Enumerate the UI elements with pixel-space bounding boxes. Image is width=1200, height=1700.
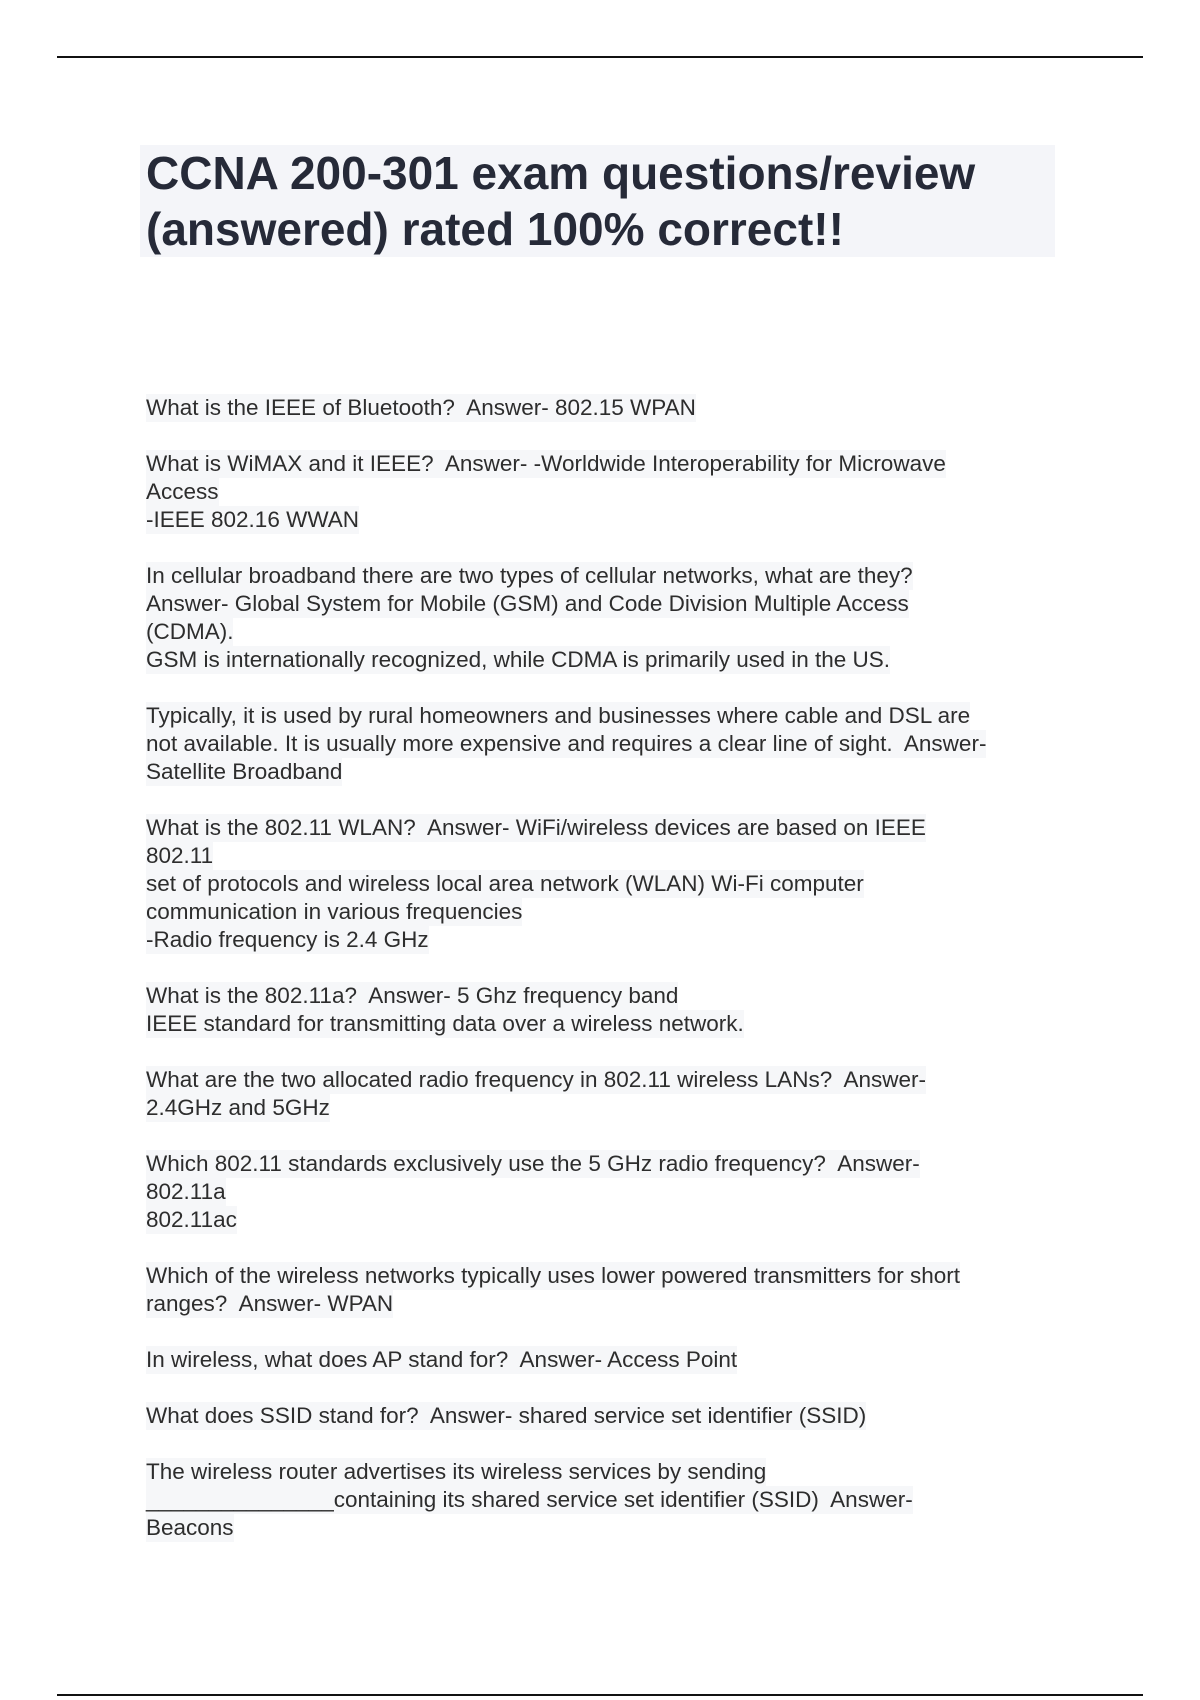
qa-line: 802.11ac xyxy=(146,1207,237,1232)
qa-line: 2.4GHz and 5GHz xyxy=(146,1095,330,1120)
page-title xyxy=(140,145,1055,257)
qa-item xyxy=(146,702,1066,786)
qa-line: 802.11a xyxy=(146,1179,226,1204)
title-line-1: CCNA 200-301 exam questions/review xyxy=(146,147,976,199)
qa-line: -Radio frequency is 2.4 GHz xyxy=(146,927,429,952)
qa-line: Typically, it is used by rural homeowners and businesses where cable and DSL are xyxy=(146,703,971,728)
qa-item xyxy=(146,1150,1066,1234)
qa-line: What is the 802.11a? Answer- 5 Ghz frequency band xyxy=(146,983,679,1008)
qa-list xyxy=(146,394,1066,1570)
qa-line: What are the two allocated radio frequency in 802.11 wireless LANs? Answer- xyxy=(146,1067,926,1092)
qa-line: 802.11 xyxy=(146,843,214,868)
qa-item xyxy=(146,1346,1066,1374)
qa-item xyxy=(146,814,1066,954)
qa-line: _______________containing its shared service set identifier (SSID) Answer- xyxy=(146,1487,913,1512)
title-block xyxy=(140,145,1055,257)
qa-line: Satellite Broadband xyxy=(146,759,343,784)
qa-line: GSM is internationally recognized, while CDMA is primarily used in the US. xyxy=(146,647,891,672)
qa-line: IEEE standard for transmitting data over a wireless network. xyxy=(146,1011,744,1036)
qa-line: In wireless, what does AP stand for? Answer- Access Point xyxy=(146,1347,738,1372)
qa-item xyxy=(146,1402,1066,1430)
qa-item xyxy=(146,1458,1066,1542)
qa-line: In cellular broadband there are two types of cellular networks, what are they? xyxy=(146,563,913,588)
qa-line: What does SSID stand for? Answer- shared service set identifier (SSID) xyxy=(146,1403,867,1428)
header-rule xyxy=(57,56,1143,58)
qa-line: (CDMA). xyxy=(146,619,234,644)
qa-item xyxy=(146,394,1066,422)
footer-rule xyxy=(57,1694,1143,1696)
qa-item xyxy=(146,1066,1066,1122)
qa-line: What is WiMAX and it IEEE? Answer- -Worldwide Interoperability for Microwave xyxy=(146,451,946,476)
qa-line: ranges? Answer- WPAN xyxy=(146,1291,394,1316)
qa-line: Answer- Global System for Mobile (GSM) and Code Division Multiple Access xyxy=(146,591,909,616)
qa-line: Which 802.11 standards exclusively use the 5 GHz radio frequency? Answer- xyxy=(146,1151,920,1176)
qa-item xyxy=(146,982,1066,1038)
qa-item xyxy=(146,1262,1066,1318)
qa-line: set of protocols and wireless local area network (WLAN) Wi-Fi computer xyxy=(146,871,864,896)
qa-line: Beacons xyxy=(146,1515,234,1540)
title-line-2: (answered) rated 100% correct!! xyxy=(146,203,844,255)
qa-line: What is the 802.11 WLAN? Answer- WiFi/wireless devices are based on IEEE xyxy=(146,815,926,840)
qa-line: What is the IEEE of Bluetooth? Answer- 802.15 WPAN xyxy=(146,395,696,420)
qa-line: not available. It is usually more expensive and requires a clear line of sight. Answer- xyxy=(146,731,987,756)
qa-item xyxy=(146,450,1066,534)
qa-line: Which of the wireless networks typically uses lower powered transmitters for short xyxy=(146,1263,961,1288)
qa-item xyxy=(146,562,1066,674)
qa-line: The wireless router advertises its wireless services by sending xyxy=(146,1459,767,1484)
qa-line: communication in various frequencies xyxy=(146,899,523,924)
qa-line: Access xyxy=(146,479,219,504)
qa-line: -IEEE 802.16 WWAN xyxy=(146,507,359,532)
